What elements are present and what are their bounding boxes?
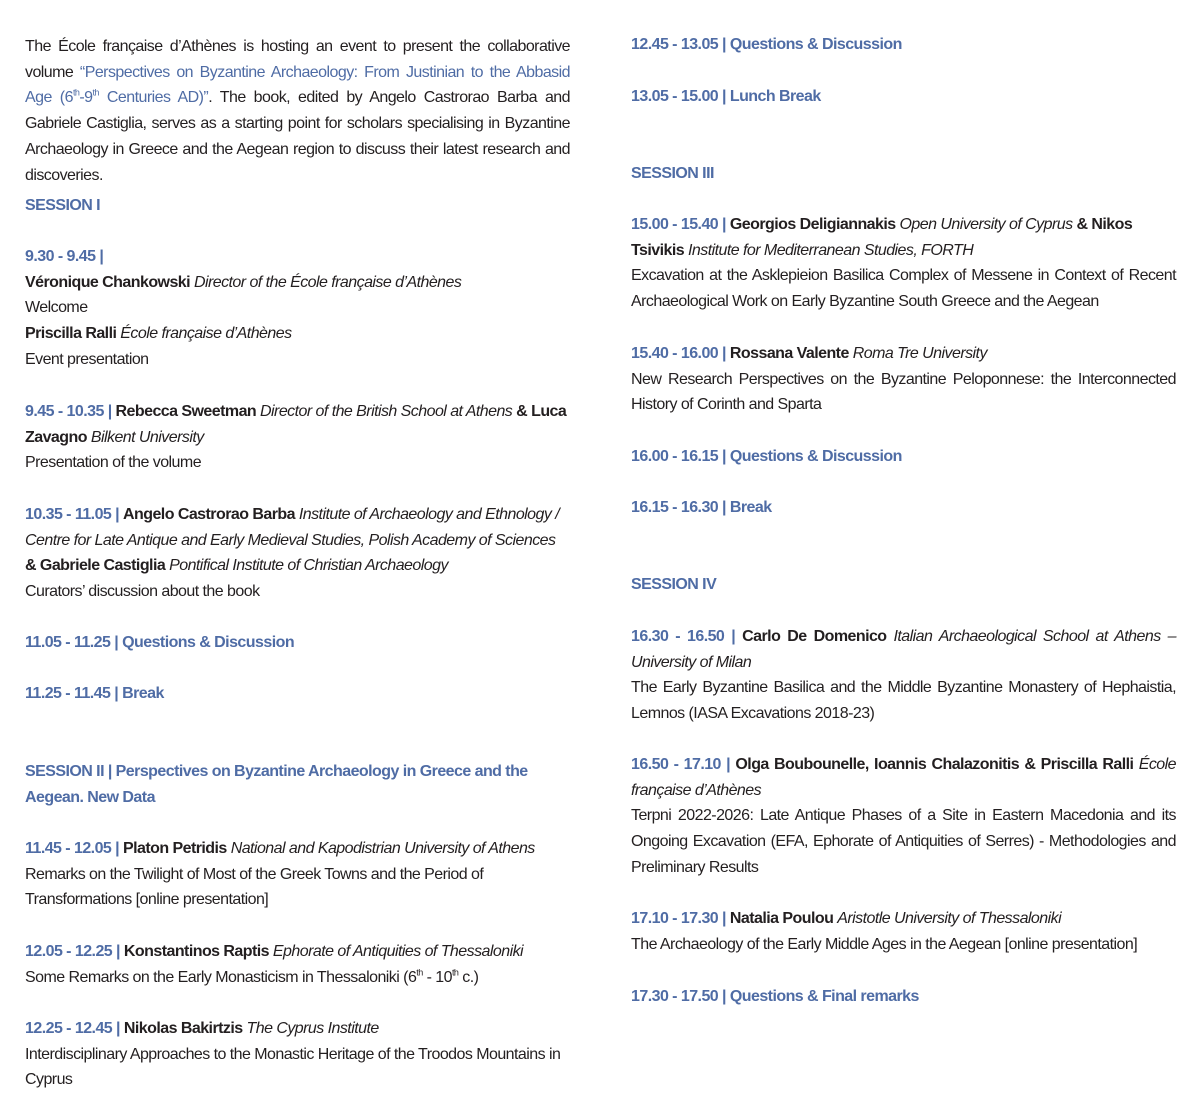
speaker-affiliation: The Cyprus Institute: [246, 1020, 379, 1037]
session-2-discussion: 12.45 - 13.05 | Questions & Discussion: [631, 36, 902, 53]
speaker-name: Georgios Deligiannakis: [729, 216, 896, 233]
speaker-name: Nikos: [1091, 216, 1133, 233]
speaker-name: Carlo De Domenico: [742, 628, 887, 645]
session-4-slot-1: [631, 624, 1176, 727]
speaker-name: Luca Zavagno: [25, 403, 567, 446]
speaker-name: Platon Petridis: [123, 840, 227, 857]
intro-text-1: The École française d’Athènes is hosting an event to present the collaborative volume: [25, 38, 570, 81]
slot-description: Event presentation: [25, 350, 149, 368]
session-2-slot-2: [25, 939, 570, 990]
session-1-slot-2: [25, 399, 570, 476]
speaker-name: Angelo Castrorao Barba: [123, 506, 295, 523]
speaker-affiliation: Italian Archaeological School at Athens – University of Milan: [631, 628, 1176, 671]
slot-time: 15.00 - 15.40 |: [631, 216, 726, 233]
slot-description-2: Transformations [online presentation]: [25, 891, 269, 909]
slot-description: New Research Perspectives on the Byzantine Peloponnese: the Interconnected History of Corinth and Sparta: [631, 370, 1176, 414]
speaker-name: Konstantinos Raptis: [123, 943, 270, 960]
slot-description: The Archaeology of the Early Middle Ages in the Aegean [online presentation]: [631, 935, 1138, 953]
slot-time: 9.45 - 10.35 |: [25, 403, 112, 420]
ampersand: &: [1076, 216, 1088, 233]
session-2-heading: SESSION II | Perspectives on Byzantine Archaeology in Greece and the Aegean. New Data: [25, 763, 528, 806]
session-3-discussion: 16.00 - 16.15 | Questions & Discussion: [631, 448, 902, 465]
slot-time: 9.30 - 9.45 |: [25, 248, 104, 265]
slot-description: Terpni 2022-2026: Late Antique Phases of a Site in Eastern Macedonia and its Ongoing Excavation (EFA, Ephorate of Antiquities of Serres) - Methodologies and Preliminary Results: [631, 807, 1176, 876]
slot-time: 15.40 - 16.00 |: [631, 345, 726, 362]
session-4-slot-3: [631, 906, 1176, 957]
session-2-slot-3: [25, 1016, 570, 1093]
slot-description: Remarks on the Twilight of Most of the Greek Towns and the Period of: [25, 865, 484, 883]
slot-time: 12.25 - 12.45 |: [25, 1020, 120, 1037]
speaker-affiliation: Roma Tre University: [852, 345, 987, 362]
session-1-slot-1: [25, 244, 570, 373]
slot-description: Interdisciplinary Approaches to the Monastic Heritage of the Troodos Mountains in: [25, 1045, 561, 1063]
ampersand: &: [25, 557, 37, 575]
speaker-name: Olga Boubounelle, Ioannis Chalazonitis & Priscilla Ralli: [735, 756, 1134, 773]
speaker-name: Gabriele Castiglia: [39, 557, 166, 575]
slot-description: Excavation at the Asklepieion Basilica Complex of Messene in Context of Recent Archaeological Work on Early Byzantine South Greece and the Aegean: [631, 267, 1176, 311]
slot-description: Curators’ discussion about the book: [25, 583, 260, 601]
speaker-affiliation: Open University of Cyprus: [899, 216, 1073, 233]
speaker-name: Véronique Chankowski: [25, 273, 191, 291]
session-1-break: 11.25 - 11.45 | Break: [25, 685, 164, 702]
speaker-affiliation: École française d’Athènes: [120, 325, 292, 343]
speaker-affiliation: Institute for Mediterranean Studies, FORTH: [688, 241, 974, 259]
speaker-name: Rossana Valente: [729, 345, 849, 362]
speaker-name: Rebecca Sweetman: [115, 403, 257, 420]
session-3-heading: SESSION III: [631, 165, 714, 182]
slot-time: 17.10 - 17.30 |: [631, 910, 726, 927]
ampersand: &: [516, 403, 528, 420]
slot-time: 16.50 - 17.10 |: [631, 756, 731, 773]
session-1-slot-3: [25, 502, 570, 605]
speaker-name: Nikolas Bakirtzis: [123, 1020, 243, 1037]
slot-time: 12.05 - 12.25 |: [25, 943, 120, 960]
speaker-affiliation: École française d’Athènes: [631, 756, 1176, 799]
intro-paragraph: [25, 34, 570, 188]
volume-title: “Perspectives on Byzantine Archaeology: From Justinian to the Abbasid Age (6th-9th Centuries AD)”: [25, 63, 570, 107]
speaker-affiliation: National and Kapodistrian University of Athens: [230, 840, 535, 857]
speaker-affiliation: Bilkent University: [90, 428, 204, 446]
slot-description: Some Remarks on the Early Monasticism in Thessaloniki (6th - 10th c.): [25, 967, 479, 986]
session-3-break: 16.15 - 16.30 | Break: [631, 499, 772, 516]
speaker-affiliation: Aristotle University of Thessaloniki: [837, 910, 1062, 927]
slot-time: 16.30 - 16.50 |: [631, 628, 736, 645]
slot-description: The Early Byzantine Basilica and the Middle Byzantine Monastery of Hephaistia, Lemnos (IASA Excavations 2018-23): [631, 679, 1176, 723]
session-1-heading: SESSION I: [25, 197, 101, 214]
speaker-affiliation: Pontifical Institute of Christian Archaeology: [169, 557, 448, 575]
session-4-final-remarks: 17.30 - 17.50 | Questions & Final remarks: [631, 988, 919, 1005]
session-2-lunch-break: 13.05 - 15.00 | Lunch Break: [631, 88, 821, 105]
session-3-slot-2: [631, 341, 1176, 418]
session-1-discussion: 11.05 - 11.25 | Questions & Discussion: [25, 634, 295, 651]
speaker-affiliation: Institute of Archaeology and Ethnology / Centre for Late Antique and Early Medieval Studies, Polish Academy of Sciences: [25, 506, 560, 549]
session-4-heading: SESSION IV: [631, 576, 717, 593]
speaker-name-cont: Tsivikis: [631, 241, 685, 259]
slot-description: Presentation of the volume: [25, 454, 202, 472]
speaker-affiliation: Ephorate of Antiquities of Thessaloniki: [272, 943, 524, 960]
intro-text-2: . The book, edited by Angelo Castrorao Barba and Gabriele Castiglia, serves as a starting point for scholars specialising in Byzantine Archaeology in Greece and the Aegean region to discuss their latest research and discoveries.: [25, 89, 570, 184]
speaker-affiliation: Director of the École française d’Athènes: [193, 273, 462, 291]
session-3-slot-1: [631, 212, 1176, 315]
session-2-slot-1: [25, 836, 570, 913]
speaker-name: Natalia Poulou: [729, 910, 834, 927]
speaker-affiliation: Director of the British School at Athens: [260, 403, 513, 420]
slot-description-2: Cyprus: [25, 1071, 73, 1089]
slot-description: Welcome: [25, 299, 88, 317]
slot-time: 11.45 - 12.05 |: [25, 840, 120, 857]
speaker-name: Priscilla Ralli: [25, 325, 117, 343]
session-4-slot-2: [631, 752, 1176, 881]
slot-time: 10.35 - 11.05 |: [25, 506, 120, 523]
